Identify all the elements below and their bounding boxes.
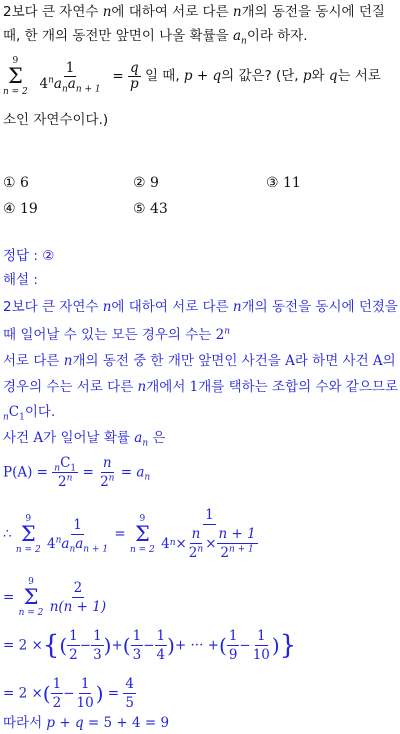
probability-equation: P(A) = $\frac{_nC_1}{2^n}$ = $\frac{n}{2^n}$ = $a_n$ — [3, 455, 151, 490]
choice-2[interactable]: ② 9 — [133, 175, 159, 191]
summation: 9 Σ n = 2 — [3, 56, 28, 97]
question-text: 에 대하여 서로 다른 — [111, 4, 233, 20]
summation: 9 Σ n = 2 — [18, 577, 44, 618]
therefore-symbol: ∴ — [3, 526, 12, 542]
choice-3[interactable]: ③ 11 — [266, 175, 301, 191]
two-over-n-n1-fraction: $\frac{2}{n(n + 1)}$ — [49, 580, 107, 615]
choice-1[interactable]: ① 6 — [3, 175, 29, 191]
q-over-p-fraction: $\frac{q}{p}$ — [130, 59, 139, 92]
summation: 9 Σ n = 2 — [130, 513, 155, 555]
solution-line-3: 서로 다른 n개의 동전 중 한 개만 앞면인 사건을 A라 하면 사건 A의 — [3, 353, 396, 369]
solution-line-1: 2보다 큰 자연수 n에 대하여 서로 다른 n개의 동전을 동시에 던졌을 — [3, 299, 398, 315]
question-text: 때, 한 개의 동전만 앞면이 나올 확률을 — [3, 28, 233, 44]
equals-sign: = — [112, 68, 128, 85]
simplified-sum: = 9 Σ n = 2 $\frac{2}{n(n + 1)}$ — [3, 577, 107, 618]
sigma-symbol: Σ — [7, 64, 23, 88]
ncr-over-2n-fraction: $\frac{_nC_1}{2^n}$ — [54, 455, 77, 490]
var-n: n — [232, 4, 242, 20]
solution-line-6: 사건 A가 일어날 확률 $a_n$ 은 — [3, 430, 166, 449]
summation: 9 Σ n = 2 — [15, 513, 41, 555]
summand-fraction: $\frac{1}{4^na_na_{n + 1}}$ — [46, 516, 109, 555]
subscript: n — [241, 36, 247, 47]
question-line-1 — [3, 4, 385, 21]
choice-5[interactable]: ⑤ 43 — [133, 201, 168, 217]
n-over-2n-fraction: $\frac{n}{2^n}$ — [100, 455, 115, 490]
var-n: n — [102, 4, 112, 20]
therefore-equation: ∴ 9 Σ n = 2 $\frac{1}{4^na_na_{n + 1}}$ = 9 Σ n = 2 1 4 n × $\frac{n}{2^n}$ × $\frac{n + 1}{2^{n + 1}}$ — [3, 507, 260, 561]
question-line-3: 9 Σ n = 2 $\frac{1}{4^na_na_{n + 1}}$ = $\frac{q}{p}$ 일 때, p + q의 값은? (단, p와 q는 서로 — [3, 56, 381, 97]
telescoping-sum: = 2 ×{( $\frac{1}{2}$ − $\frac{1}{3}$ )+( $\frac{1}{3}$ − $\frac{1}{4}$ )+ ··· +( $\frac{1}{9}$ − $\frac{1}{10}$ )} — [3, 628, 297, 663]
substituted-fraction: 1 4 n × $\frac{n}{2^n}$ × $\frac{n + 1}{2^{n + 1}}$ — [161, 507, 256, 561]
question-text: 2보다 큰 자연수 — [3, 4, 103, 20]
final-answer-line: 따라서 p + q = 5 + 4 = 9 — [3, 715, 170, 731]
summand-fraction: $\frac{1}{4^na_na_{n + 1}}$ — [39, 59, 101, 95]
solution-line-5: $_nC_1$이다. — [3, 404, 56, 423]
solution-line-4: 경우의 수는 서로 다른 n개에서 1개를 택하는 조합의 수와 같으므로 — [3, 379, 399, 395]
explain-label: 해설 : — [3, 272, 38, 288]
question-text: 개의 동전을 동시에 던질 — [241, 4, 385, 20]
question-line-4: 소인 자연수이다.) — [3, 112, 109, 128]
answer-label: 정답 : ② — [3, 248, 55, 264]
result-equation: = 2 ×( $\frac{1}{2}$ − $\frac{1}{10}$ ) = $\frac{4}{5}$ — [3, 676, 135, 711]
var-a: a — [232, 28, 242, 44]
question-text: 이라 하자. — [246, 28, 308, 44]
solution-line-2: 때 일어날 수 있는 모든 경우의 수는 2$^n$ — [3, 326, 231, 343]
choice-4[interactable]: ④ 19 — [3, 201, 38, 217]
question-line-2 — [3, 28, 308, 45]
